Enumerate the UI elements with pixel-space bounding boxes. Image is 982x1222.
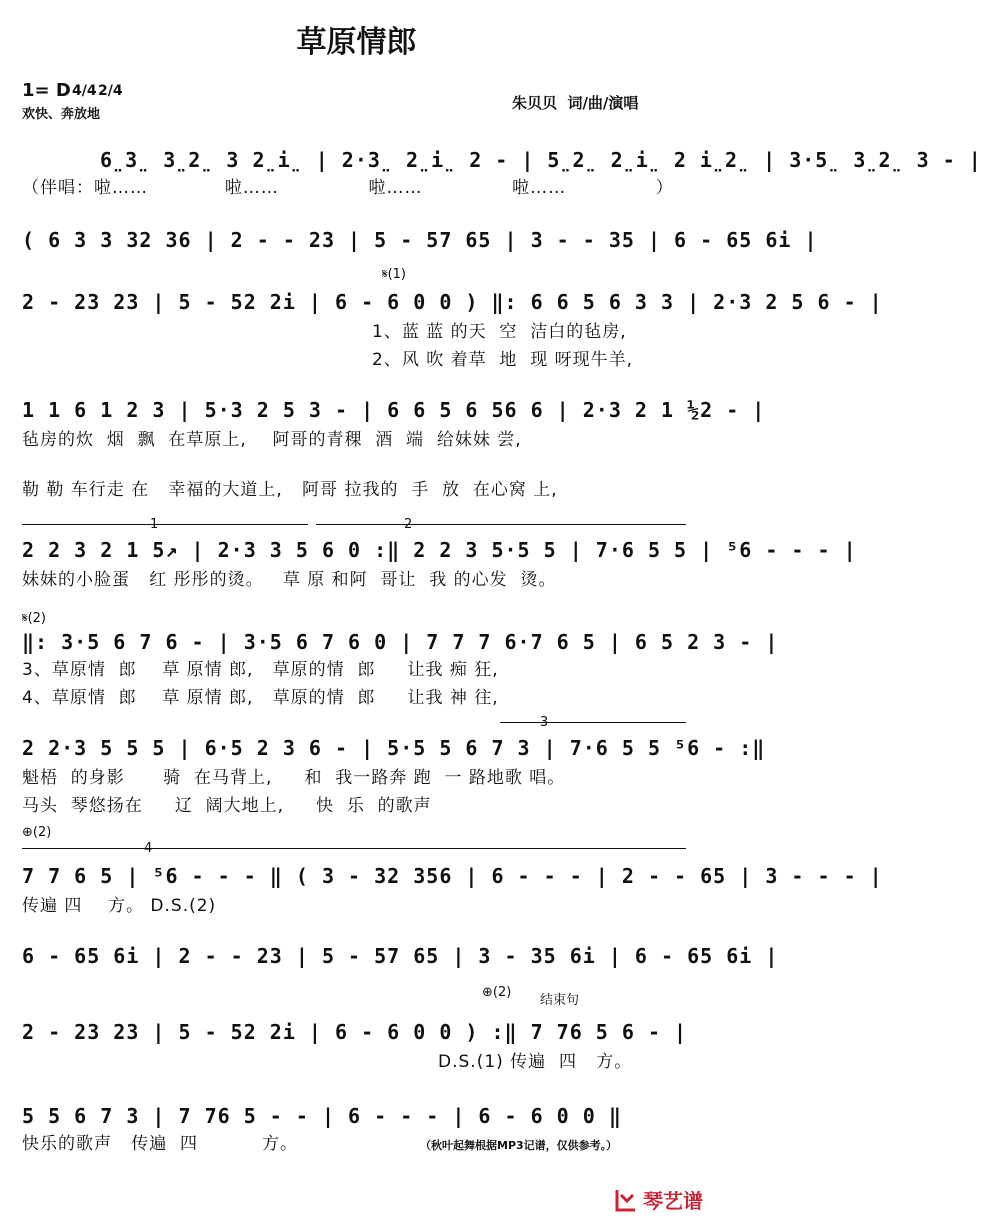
- lyric-line: 传遍 四 方。 D.S.(2): [22, 896, 217, 916]
- key-signature: 1= D: [22, 80, 71, 101]
- segno-mark: 𝄋(1): [382, 267, 407, 282]
- lyric-line: 3、草原情 郎 草 原情 郎, 草原的情 郎 让我 痴 狂,: [22, 660, 499, 680]
- credit-line: 朱贝贝 词/曲/演唱: [512, 94, 639, 112]
- notation-line: 2 - 23 23 | 5 - 52 2i | 6 - 6 0 0 ) ‖: 6 6 5 6 3 3 | 2·3 2 5 6 - |: [22, 290, 883, 314]
- lyric-line: 勒 勒 车行走 在 幸福的大道上, 阿哥 拉我的 手 放 在心窝 上,: [22, 480, 558, 500]
- transcription-note: （秋叶起舞根据MP3记谱，仅供参考。）: [420, 1139, 618, 1152]
- brand-name: 琴艺谱: [643, 1189, 703, 1213]
- volta-number: 1: [150, 517, 159, 532]
- segno-mark: 𝄋(2): [22, 611, 47, 626]
- coda-mark: ⊕(2): [22, 825, 52, 840]
- volta-line: [500, 722, 686, 723]
- volta-number: 2: [404, 517, 413, 532]
- notation-line: 2 2·3 5 5 5 | 6·5 2 3 6 - | 5·5 5 6 7 3 | 7·6 5 5 ⁵6 - :‖: [22, 736, 766, 760]
- notation-line: ‖: 3·5 6 7 6 - | 3·5 6 7 6 0 | 7 7 7 6·7 6 5 | 6 5 2 3 - |: [22, 630, 779, 654]
- lyric-line: 魁梧 的身影 骑 在马背上, 和 我一路奔 跑 一 路地歌 唱。: [22, 768, 566, 788]
- lyric-line: 4、草原情 郎 草 原情 郎, 草原的情 郎 让我 神 往,: [22, 688, 499, 708]
- notation-line: 2 - 23 23 | 5 - 52 2i | 6 - 6 0 0 ) :‖ 7 76 5 6 - |: [22, 1020, 688, 1044]
- lyric-line: 快乐的歌声 传遍 四 方。: [22, 1134, 299, 1154]
- volta-line: [22, 524, 308, 525]
- volta-line: [22, 848, 686, 849]
- notation-line: 2 2 3 2 1 5↗ | 2·3 3 5 6 0 :‖ 2 2 3 5·5 5 | 7·6 5 5 | ⁵6 - - - |: [22, 538, 857, 562]
- notation-line: 6̤3̤ 3̤2̤ 3 2̤i̤ | 2·3̤ 2̤i̤ 2 - | 5̤2̤ 2̤i̤ 2 i̤2̤ | 3·5̤ 3̤2̤ 3 - |: [100, 148, 982, 172]
- lyric-line: 毡房的炊 烟 飘 在草原上, 阿哥的青稞 酒 端 给妹妹 尝,: [22, 430, 522, 450]
- notation-line: 1 1 6 1 2 3 | 5·3 2 5 3 - | 6 6 5 6 56 6 | 2·3 2 1 ½2 - |: [22, 398, 766, 422]
- volta-number: 3: [540, 715, 549, 730]
- page-title: 草原情郎: [296, 25, 417, 60]
- lyric-line: 马头 琴悠扬在 辽 阔大地上, 快 乐 的歌声: [22, 796, 432, 816]
- volta-number: 4: [144, 841, 153, 856]
- time-signature-2: 2/4: [98, 83, 123, 99]
- notation-line: 5 5 6 7 3 | 7 76 5 - - | 6 - - - | 6 - 6 0 0 ‖: [22, 1104, 622, 1128]
- notation-line: 7 7 6 5 | ⁵6 - - - ‖ ( 3 - 32 356 | 6 - - - | 2 - - 65 | 3 - - - |: [22, 864, 883, 888]
- volta-line: [316, 524, 686, 525]
- time-signature-1: 4/4: [72, 83, 97, 99]
- brand-logo: [613, 1185, 703, 1214]
- lyric-line: 妹妹的小脸蛋 红 彤彤的烫。 草 原 和阿 哥让 我 的心发 烫。: [22, 570, 557, 590]
- lyric-line: 2、风 吹 着草 地 现 呀现牛羊,: [372, 350, 634, 370]
- ending-label: 结束句: [540, 993, 580, 1008]
- brand-logo-icon: [613, 1187, 639, 1213]
- coda-mark: ⊕(2): [482, 985, 512, 1000]
- tempo-marking: 欢快、奔放地: [22, 107, 101, 122]
- lyric-line: D.S.(1) 传遍 四 方。: [438, 1052, 633, 1072]
- notation-line: 6 - 65 6i | 2 - - 23 | 5 - 57 65 | 3 - 35 6i | 6 - 65 6i |: [22, 944, 779, 968]
- lyric-line: （伴唱：啦…… 啦…… 啦…… 啦…… ）: [22, 178, 674, 198]
- notation-line: ( 6 3 3 32 36 | 2 - - 23 | 5 - 57 65 | 3 - - 35 | 6 - 65 6i |: [22, 228, 818, 252]
- lyric-line: 1、蓝 蓝 的天 空 洁白的毡房,: [372, 322, 627, 342]
